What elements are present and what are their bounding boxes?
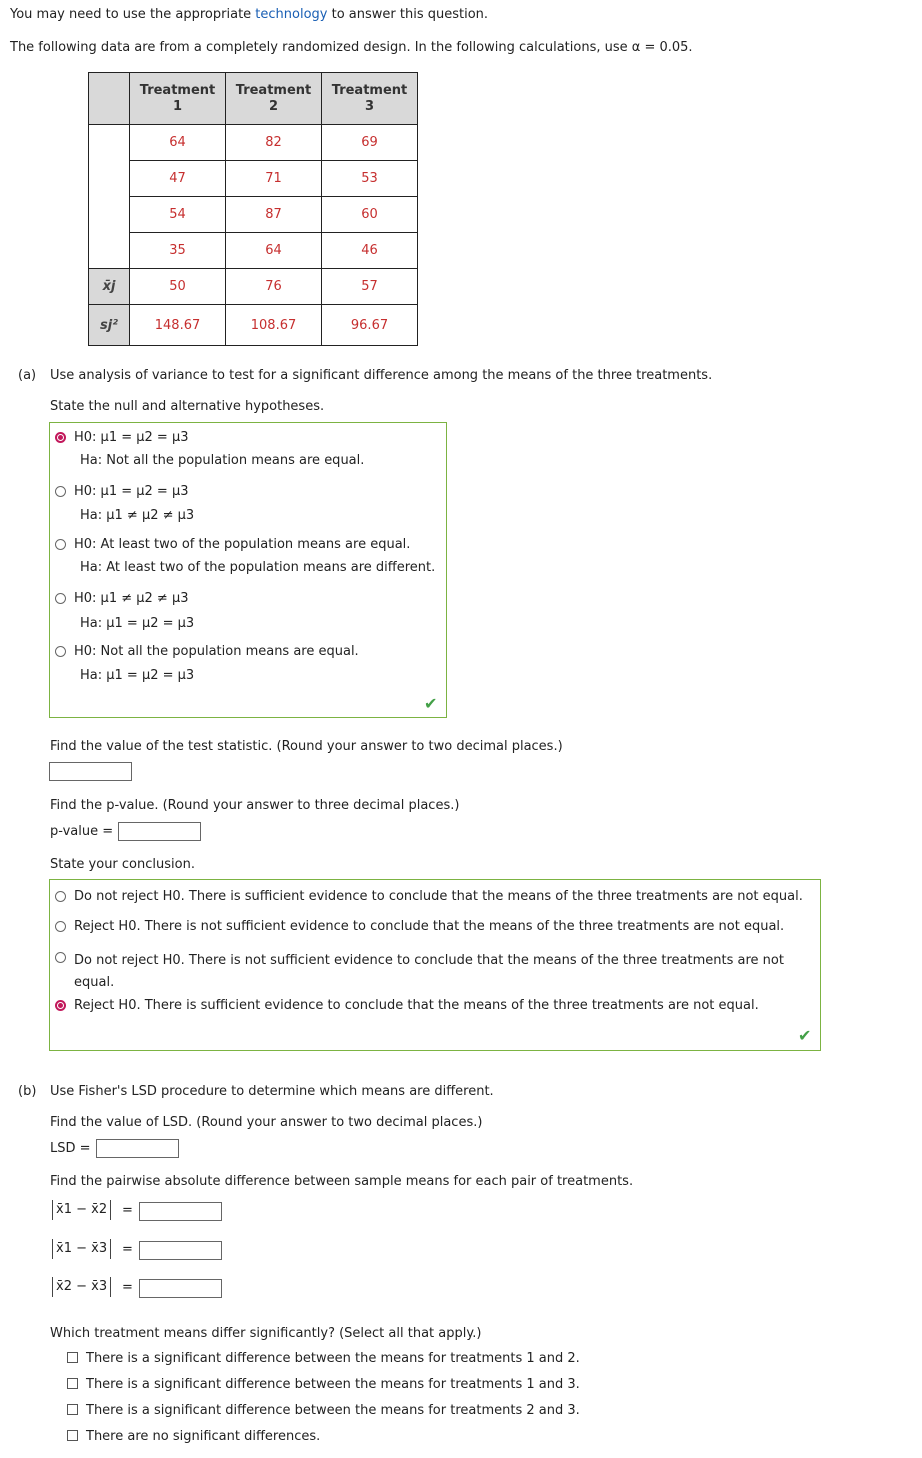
part-a-label: (a) bbox=[18, 368, 37, 383]
conclusion-option-3-text: Do not reject H0. There is not sufficient evidence to conclude that the means of the three treatments are not equal. bbox=[74, 953, 784, 990]
pvalue-label: p-value = bbox=[50, 824, 114, 839]
conclusion-option-4-radio[interactable] bbox=[55, 1000, 66, 1011]
pair-1-expression: x̄1 − x̄2 bbox=[52, 1200, 111, 1220]
pair-1-input[interactable] bbox=[139, 1202, 222, 1221]
header-treatment-2 bbox=[226, 73, 322, 125]
data-table bbox=[88, 72, 418, 346]
pvalue-prompt: Find the p-value. (Round your answer to three decimal places.) bbox=[50, 798, 460, 813]
table-cell: 64 bbox=[226, 233, 322, 269]
hypothesis-option-3-radio[interactable] bbox=[55, 539, 66, 550]
table-cell: 53 bbox=[322, 161, 418, 197]
row-label-blank bbox=[89, 233, 130, 269]
pair-2-input[interactable] bbox=[139, 1241, 222, 1260]
hypothesis-option-2-h0: H0: μ1 = μ2 = μ3 bbox=[74, 484, 189, 499]
pvalue-input[interactable] bbox=[118, 822, 201, 841]
test-stat-input[interactable] bbox=[49, 762, 132, 781]
correct-check-icon: ✔ bbox=[424, 694, 438, 713]
lsd-label: LSD = bbox=[50, 1141, 91, 1156]
conclusion-option-4-text: Reject H0. There is sufficient evidence to conclude that the means of the three treatments are not equal. bbox=[74, 998, 759, 1013]
choice-2-checkbox[interactable] bbox=[67, 1378, 78, 1389]
table-cell: 54 bbox=[130, 197, 226, 233]
header-text: Treatment 3 bbox=[331, 82, 408, 114]
lsd-input[interactable] bbox=[96, 1139, 179, 1158]
table-cell: 71 bbox=[226, 161, 322, 197]
intro-text: You may need to use the appropriate bbox=[10, 7, 256, 22]
pair-2-equals: = bbox=[122, 1242, 133, 1257]
pair-3-input[interactable] bbox=[139, 1279, 222, 1298]
state-hypotheses-prompt: State the null and alternative hypotheses. bbox=[50, 399, 325, 414]
mean-cell: 50 bbox=[130, 269, 226, 305]
intro-text-end: to answer this question. bbox=[327, 7, 489, 22]
part-a-question: Use analysis of variance to test for a significant difference among the means of the three treatments. bbox=[50, 368, 713, 383]
table-cell: 82 bbox=[226, 125, 322, 161]
conclusion-option-2-text: Reject H0. There is not sufficient evidence to conclude that the means of the three treatments are not equal. bbox=[74, 919, 785, 934]
hypothesis-option-1-h0: H0: μ1 = μ2 = μ3 bbox=[74, 430, 189, 445]
mean-cell: 76 bbox=[226, 269, 322, 305]
hypothesis-option-5-radio[interactable] bbox=[55, 646, 66, 657]
header-text: Treatment 2 bbox=[235, 82, 312, 114]
table-cell: 69 bbox=[322, 125, 418, 161]
choice-4-checkbox[interactable] bbox=[67, 1430, 78, 1441]
table-cell: 60 bbox=[322, 197, 418, 233]
row-label-blank bbox=[89, 161, 130, 197]
choice-2-text: There is a significant difference between the means for treatments 1 and 3. bbox=[86, 1377, 580, 1392]
header-treatment-1 bbox=[130, 73, 226, 125]
row-label-blank bbox=[89, 125, 130, 161]
part-b-question: Use Fisher's LSD procedure to determine which means are different. bbox=[50, 1084, 494, 1099]
variance-cell: 96.67 bbox=[322, 305, 418, 346]
conclusion-option-1-radio[interactable] bbox=[55, 891, 66, 902]
table-cell: 64 bbox=[130, 125, 226, 161]
pair-2-expression: x̄1 − x̄3 bbox=[52, 1239, 111, 1259]
hypothesis-option-4-h0: H0: μ1 ≠ μ2 ≠ μ3 bbox=[74, 591, 189, 606]
variance-cell: 108.67 bbox=[226, 305, 322, 346]
conclusion-option-2-radio[interactable] bbox=[55, 921, 66, 932]
hypothesis-option-2-ha: Ha: μ1 ≠ μ2 ≠ μ3 bbox=[80, 508, 195, 523]
header-text: Treatment 1 bbox=[139, 82, 216, 114]
pair-3-label bbox=[52, 1277, 111, 1297]
pair-1-equals: = bbox=[122, 1203, 133, 1218]
table-cell: 35 bbox=[130, 233, 226, 269]
choice-3-text: There is a significant difference between the means for treatments 2 and 3. bbox=[86, 1403, 580, 1418]
intro-line-1 bbox=[10, 7, 488, 22]
hypothesis-option-5-h0: H0: Not all the population means are equal. bbox=[74, 644, 359, 659]
choice-3-checkbox[interactable] bbox=[67, 1404, 78, 1415]
header-treatment-3 bbox=[322, 73, 418, 125]
choice-1-text: There is a significant difference between the means for treatments 1 and 2. bbox=[86, 1351, 580, 1366]
variance-cell: 148.67 bbox=[130, 305, 226, 346]
hypothesis-option-1-ha: Ha: Not all the population means are equal. bbox=[80, 453, 365, 468]
mean-cell: 57 bbox=[322, 269, 418, 305]
hypothesis-option-3-h0: H0: At least two of the population means are equal. bbox=[74, 537, 411, 552]
table-cell: 46 bbox=[322, 233, 418, 269]
table-cell: 47 bbox=[130, 161, 226, 197]
mean-label: x̄j bbox=[89, 269, 130, 305]
intro-line-2: The following data are from a completely randomized design. In the following calculations, use α = 0.05. bbox=[10, 40, 693, 55]
conclusion-option-3-radio[interactable] bbox=[55, 952, 66, 963]
table-cell: 87 bbox=[226, 197, 322, 233]
row-label-blank bbox=[89, 197, 130, 233]
pair-3-expression: x̄2 − x̄3 bbox=[52, 1277, 111, 1297]
table-corner bbox=[89, 73, 130, 125]
pairwise-prompt: Find the pairwise absolute difference between sample means for each pair of treatments. bbox=[50, 1174, 634, 1189]
lsd-prompt: Find the value of LSD. (Round your answer to two decimal places.) bbox=[50, 1115, 483, 1130]
test-stat-prompt: Find the value of the test statistic. (Round your answer to two decimal places.) bbox=[50, 739, 563, 754]
technology-link[interactable]: technology bbox=[255, 7, 328, 22]
hypothesis-option-4-ha: Ha: μ1 = μ2 = μ3 bbox=[80, 616, 195, 631]
correct-check-icon: ✔ bbox=[798, 1026, 812, 1045]
hypothesis-option-5-ha: Ha: μ1 = μ2 = μ3 bbox=[80, 668, 195, 683]
part-b-label: (b) bbox=[18, 1084, 37, 1099]
conclusion-prompt: State your conclusion. bbox=[50, 857, 195, 872]
hypothesis-option-3-ha: Ha: At least two of the population means are different. bbox=[80, 560, 436, 575]
pair-1-label bbox=[52, 1200, 111, 1220]
variance-label: sj² bbox=[89, 305, 130, 346]
conclusion-option-1-text: Do not reject H0. There is sufficient evidence to conclude that the means of the three treatments are not equal. bbox=[74, 889, 803, 904]
hypothesis-option-1-radio[interactable] bbox=[55, 432, 66, 443]
choice-4-text: There are no significant differences. bbox=[86, 1429, 321, 1444]
which-prompt: Which treatment means differ significantly? (Select all that apply.) bbox=[50, 1326, 482, 1341]
pair-3-equals: = bbox=[122, 1280, 133, 1295]
pair-2-label bbox=[52, 1239, 111, 1259]
hypothesis-option-4-radio[interactable] bbox=[55, 593, 66, 604]
choice-1-checkbox[interactable] bbox=[67, 1352, 78, 1363]
hypothesis-option-2-radio[interactable] bbox=[55, 486, 66, 497]
